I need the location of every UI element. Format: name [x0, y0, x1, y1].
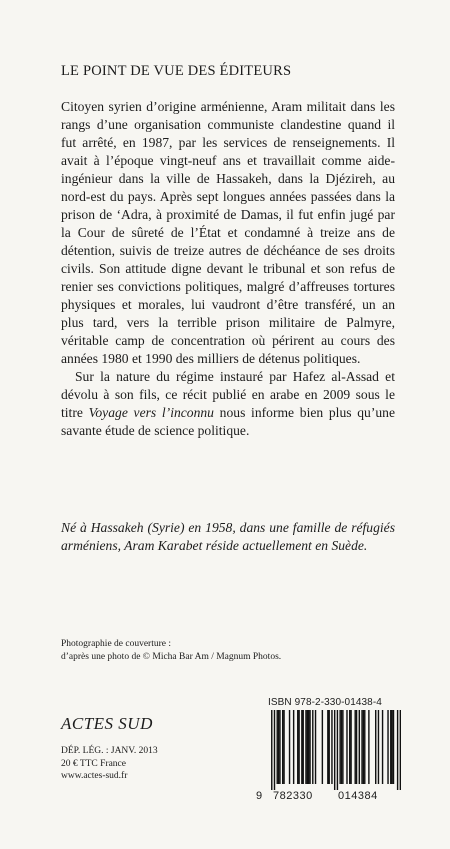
barcode-bar	[301, 710, 302, 784]
section-heading: LE POINT DE VUE DES ÉDITEURS	[61, 63, 292, 79]
barcode-lead-digit: 9	[256, 790, 263, 802]
barcode-bar	[363, 710, 364, 784]
barcode-left-group: 782330	[273, 790, 313, 802]
barcode-bar	[283, 710, 284, 784]
barcode-bar	[308, 710, 309, 784]
barcode-bar	[331, 710, 332, 784]
barcode-bar	[354, 710, 355, 784]
barcode-bar	[279, 710, 280, 784]
barcode-bar	[342, 710, 343, 784]
barcode-icon	[256, 710, 401, 790]
barcode-bar	[400, 710, 401, 790]
barcode-bar	[341, 710, 342, 784]
barcode-bar	[349, 710, 350, 784]
barcode-bar	[393, 710, 394, 784]
barcode-bar	[350, 710, 351, 784]
barcode-bar	[307, 710, 308, 784]
barcode-bar	[359, 710, 360, 784]
barcode-bar	[391, 710, 392, 784]
barcode-bar	[274, 710, 275, 790]
barcode-bar	[327, 710, 328, 784]
barcode-right-group: 014384	[338, 790, 378, 802]
barcode-bar	[277, 710, 278, 784]
barcode-bar	[322, 710, 323, 784]
barcode-bar	[305, 710, 306, 784]
barcode-bar	[334, 710, 335, 790]
barcode-bar	[312, 710, 313, 784]
barcode-bar	[303, 710, 304, 784]
barcode-bar	[278, 710, 279, 784]
paragraph-2-text-after: nous informe bien plus qu’une savante étude de science politique.	[61, 405, 395, 438]
author-bio: Né à Hassakeh (Syrie) en 1958, dans une famille de réfugiés arméniens, Aram Karabet réside actuellement en Suède.	[61, 520, 395, 553]
barcode-bar	[293, 710, 294, 784]
barcode-bar	[271, 710, 272, 790]
barcode-bar	[364, 710, 365, 784]
barcode-bar	[282, 710, 283, 784]
barcode-bar	[397, 710, 398, 790]
photo-credit	[61, 638, 381, 664]
website-link[interactable]: www.actes-sud.fr	[61, 771, 128, 781]
barcode-bar	[289, 710, 290, 784]
publisher-logo: ACTES SUD	[61, 714, 153, 733]
barcode-bar	[368, 710, 369, 784]
isbn-number: ISBN 978-2-330-01438-4	[268, 697, 382, 708]
photo-credit-line-2: d’après une photo de © Micha Bar Am / Magnum Photos.	[61, 652, 282, 662]
barcode-bar	[356, 710, 357, 784]
barcode-bar	[390, 710, 391, 784]
barcode-bar	[298, 710, 299, 784]
legal-info	[61, 745, 158, 783]
barcode-bar	[337, 710, 338, 790]
barcode-bar	[329, 710, 330, 784]
book-title-original: Voyage vers l’inconnu	[88, 405, 214, 420]
legal-deposit: DÉP. LÉG. : JANV. 2013	[61, 746, 158, 756]
summary-paragraph-2	[61, 368, 395, 440]
paragraph-2-text-before: Sur la nature du régime instauré par Hafez al-Assad et dévolu à son fils, ce récit publié en arabe en 2009 sous le titre	[61, 369, 395, 420]
barcode-bar	[315, 710, 316, 784]
barcode-bar	[378, 710, 379, 784]
photo-credit-line-1: Photographie de couverture :	[61, 639, 172, 649]
barcode-bar	[387, 710, 388, 784]
barcode-bar	[346, 710, 347, 784]
publisher-summary	[61, 98, 395, 440]
barcode-bar	[361, 710, 362, 784]
barcode-bar	[339, 710, 340, 784]
barcode-bar	[382, 710, 383, 784]
price: 20 € TTC France	[61, 758, 126, 769]
barcode-bar	[297, 710, 298, 784]
barcode-bar	[309, 710, 310, 784]
barcode-bar	[375, 710, 376, 784]
summary-paragraph-1: Citoyen syrien d’origine arménienne, Aram militait dans les rangs d’une organisation communiste clandestine quand il fut arrêté, en 1987, par les services de renseignements. Il avait à l’époque vingt-neuf ans et travaillait comme aide-ingénieur dans la ville de Hassakeh, dans la Djézireh, au nord-est du pays. Après sept longues années passées dans la prison de ‘Adra, à proximité de Damas, il fut enfin jugé par la Cour de sûreté de l’État et condamné à treize ans de détention, suivis de treize autres de déchéance de ses droits civils. Son attitude digne devant le tribunal et son refus de renier ses convictions politiques, malgré d’affreuses tortures physiques et morales, lui vaudront d’être transféré, un an plus tard, vers la terrible prison militaire de Palmyre, véritable camp de concentration où périrent au cours des années 1980 et 1990 des milliers de détenus politiques.	[61, 99, 395, 366]
